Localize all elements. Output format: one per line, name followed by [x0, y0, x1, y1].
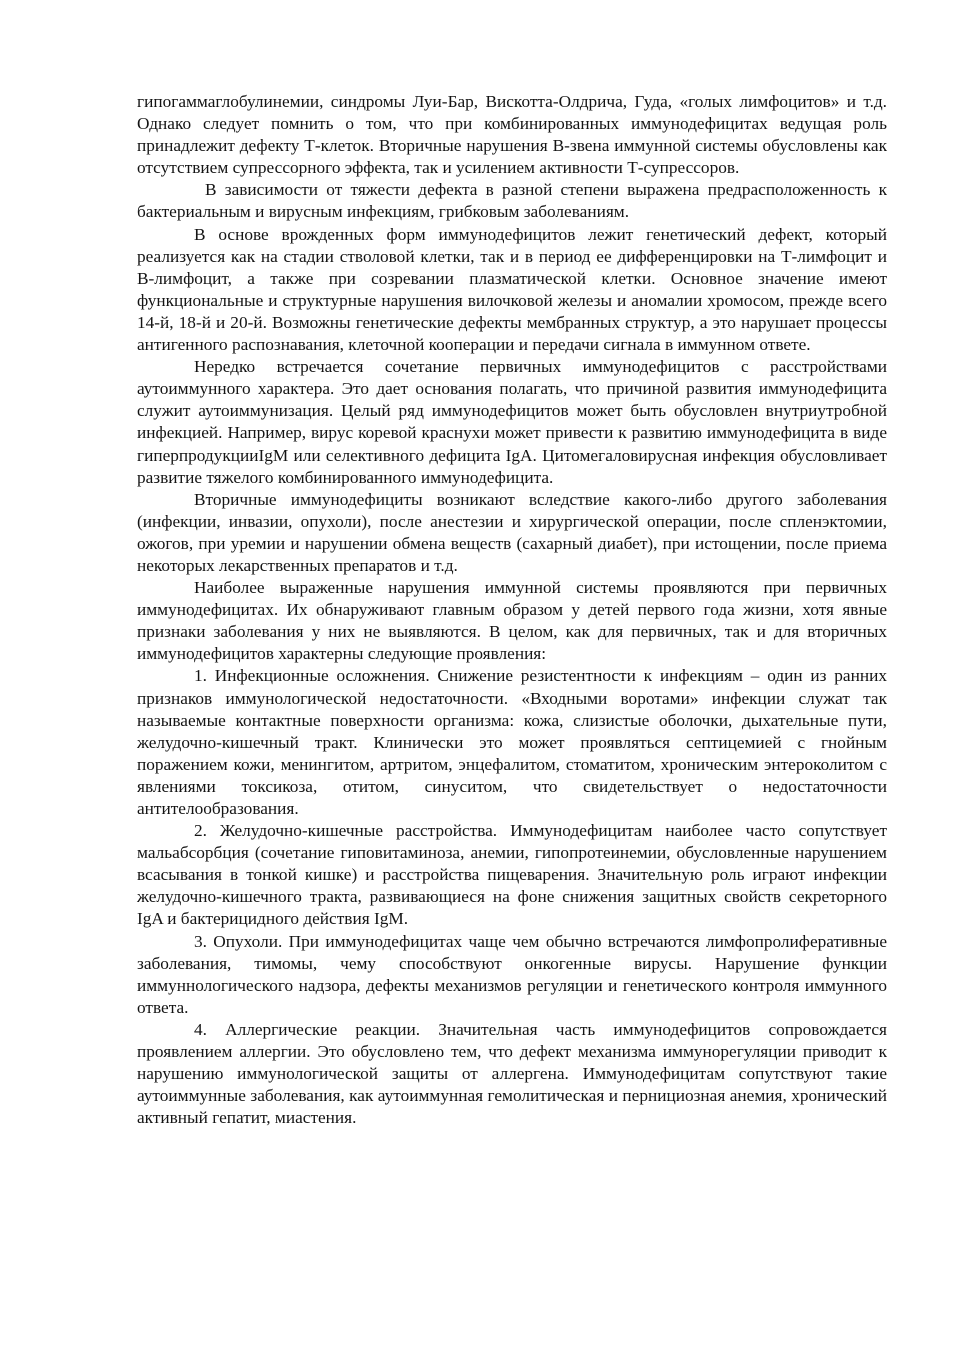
paragraph: гипогаммаглобулинемии, синдромы Луи-Бар, Вискотта-Олдрича, Гуда, «голых лимфоцитов» и т.д. Однако следует помнить о том, что при комбинированных иммунодефицитах ведущая роль принадлежит дефекту Т-клеток. Вторичные нарушения В-звена иммунной системы обусловлены как отсутствием супрессорного эффекта, так и усилением активности Т-супрессоров. — [137, 92, 887, 178]
paragraph: 4. Аллергические реакции. Значительная часть иммунодефицитов сопровождается проявлением аллергии. Это обусловлено тем, что дефект механизма иммунорегуляции приводит к нарушению иммунологической защиты от аллергена. Иммунодефицитам сопутствуют такие аутоиммунные заболевания, как аутоиммунная гемолитическая и пернициозная анемия, хронический активный гепатит, миастения. — [137, 1019, 887, 1128]
paragraph: 1. Инфекционные осложнения. Снижение резистентности к инфекциям – один из ранних признаков иммунологической недостаточности. «Входными воротами» инфекции служат так называемые контактные поверхности организма: кожа, слизистые оболочки, дыхательные пути, желудочно-кишечный тракт. Клинически это может проявляться септицемией с гнойным поражением кожи, менингитом, артритом, энцефалитом, стоматитом, хроническим энтероколитом с явлениями токсикоза, отитом, синуситом, что свидетельствует о недостаточности антителообразования. — [137, 666, 887, 818]
paragraph: Вторичные иммунодефициты возникают вследствие какого-либо другого заболевания (инфекции, инвазии, опухоли), после анестезии и хирургической операции, после спленэктомии, ожогов, при уремии и нарушении обмена веществ (сахарный диабет), при истощении, после приема некоторых лекарственных препаратов и т.д. — [137, 489, 887, 575]
paragraph: 2. Желудочно-кишечные расстройства. Иммунодефицитам наиболее часто сопутствует мальабсорбция (сочетание гиповитаминоза, анемии, гипопротеинемии, обусловленные нарушением всасывания в тонкой кишке) и расстройства пищеварения. Значительную роль играют инфекции желудочно-кишечного тракта, развивающиеся на фоне снижения защитных свойств секреторного IgA и бактерицидного действия IgM. — [137, 821, 887, 929]
paragraph: В основе врожденных форм иммунодефицитов лежит генетический дефект, который реализуется как на стадии стволовой клетки, так и в период ее дифференцировки на Т-лимфоцит и В-лимфоцит, а также при созревании плазматической клетки. Основное значение имеют функциональные и структурные нарушения вилочковой железы и аномалии хромосом, прежде всего 14-й, 18-й и 20-й. Возможны генетические дефекты мембранных структур, а это нарушает процессы антигенного распознавания, клеточной кооперации и передачи сигнала в иммунном ответе. — [137, 224, 887, 355]
paragraph: В зависимости от тяжести дефекта в разной степени выражена предрасположенность к бактериальным и вирусным инфекциям, грибковым заболеваниям. — [137, 180, 887, 222]
paragraph: Наиболее выраженные нарушения иммунной системы проявляются при первичных иммунодефицитах. Их обнаруживают главным образом у детей первого года жизни, хотя явные признаки заболевания у них не выявляются. В целом, как для первичных, так и для вторичных иммунодефицитов характерны следующие проявления: — [137, 578, 887, 664]
paragraph: 3. Опухоли. При иммунодефицитах чаще чем обычно встречаются лимфопролиферативные заболевания, тимомы, чему способствуют онкогенные вирусы. Нарушение функции иммуннологического надзора, дефекты механизмов регуляции и генетического контроля иммунного ответа. — [137, 931, 887, 1017]
document-page — [137, 91, 887, 1129]
paragraph: Нередко встречается сочетание первичных иммунодефицитов с расстройствами аутоиммунного характера. Это дает основания полагать, что причиной развития иммунодефицита служит аутоиммунизация. Целый ряд иммунодефицитов может быть обусловлен внутриутробной инфекцией. Например, вирус коревой краснухи может привести к развитию иммунодефицита в виде гиперпродукцииIgM или селективного дефицита IgA. Цитомегаловирусная инфекция обусловливает развитие тяжелого комбинированного иммунодефицита. — [137, 357, 887, 487]
